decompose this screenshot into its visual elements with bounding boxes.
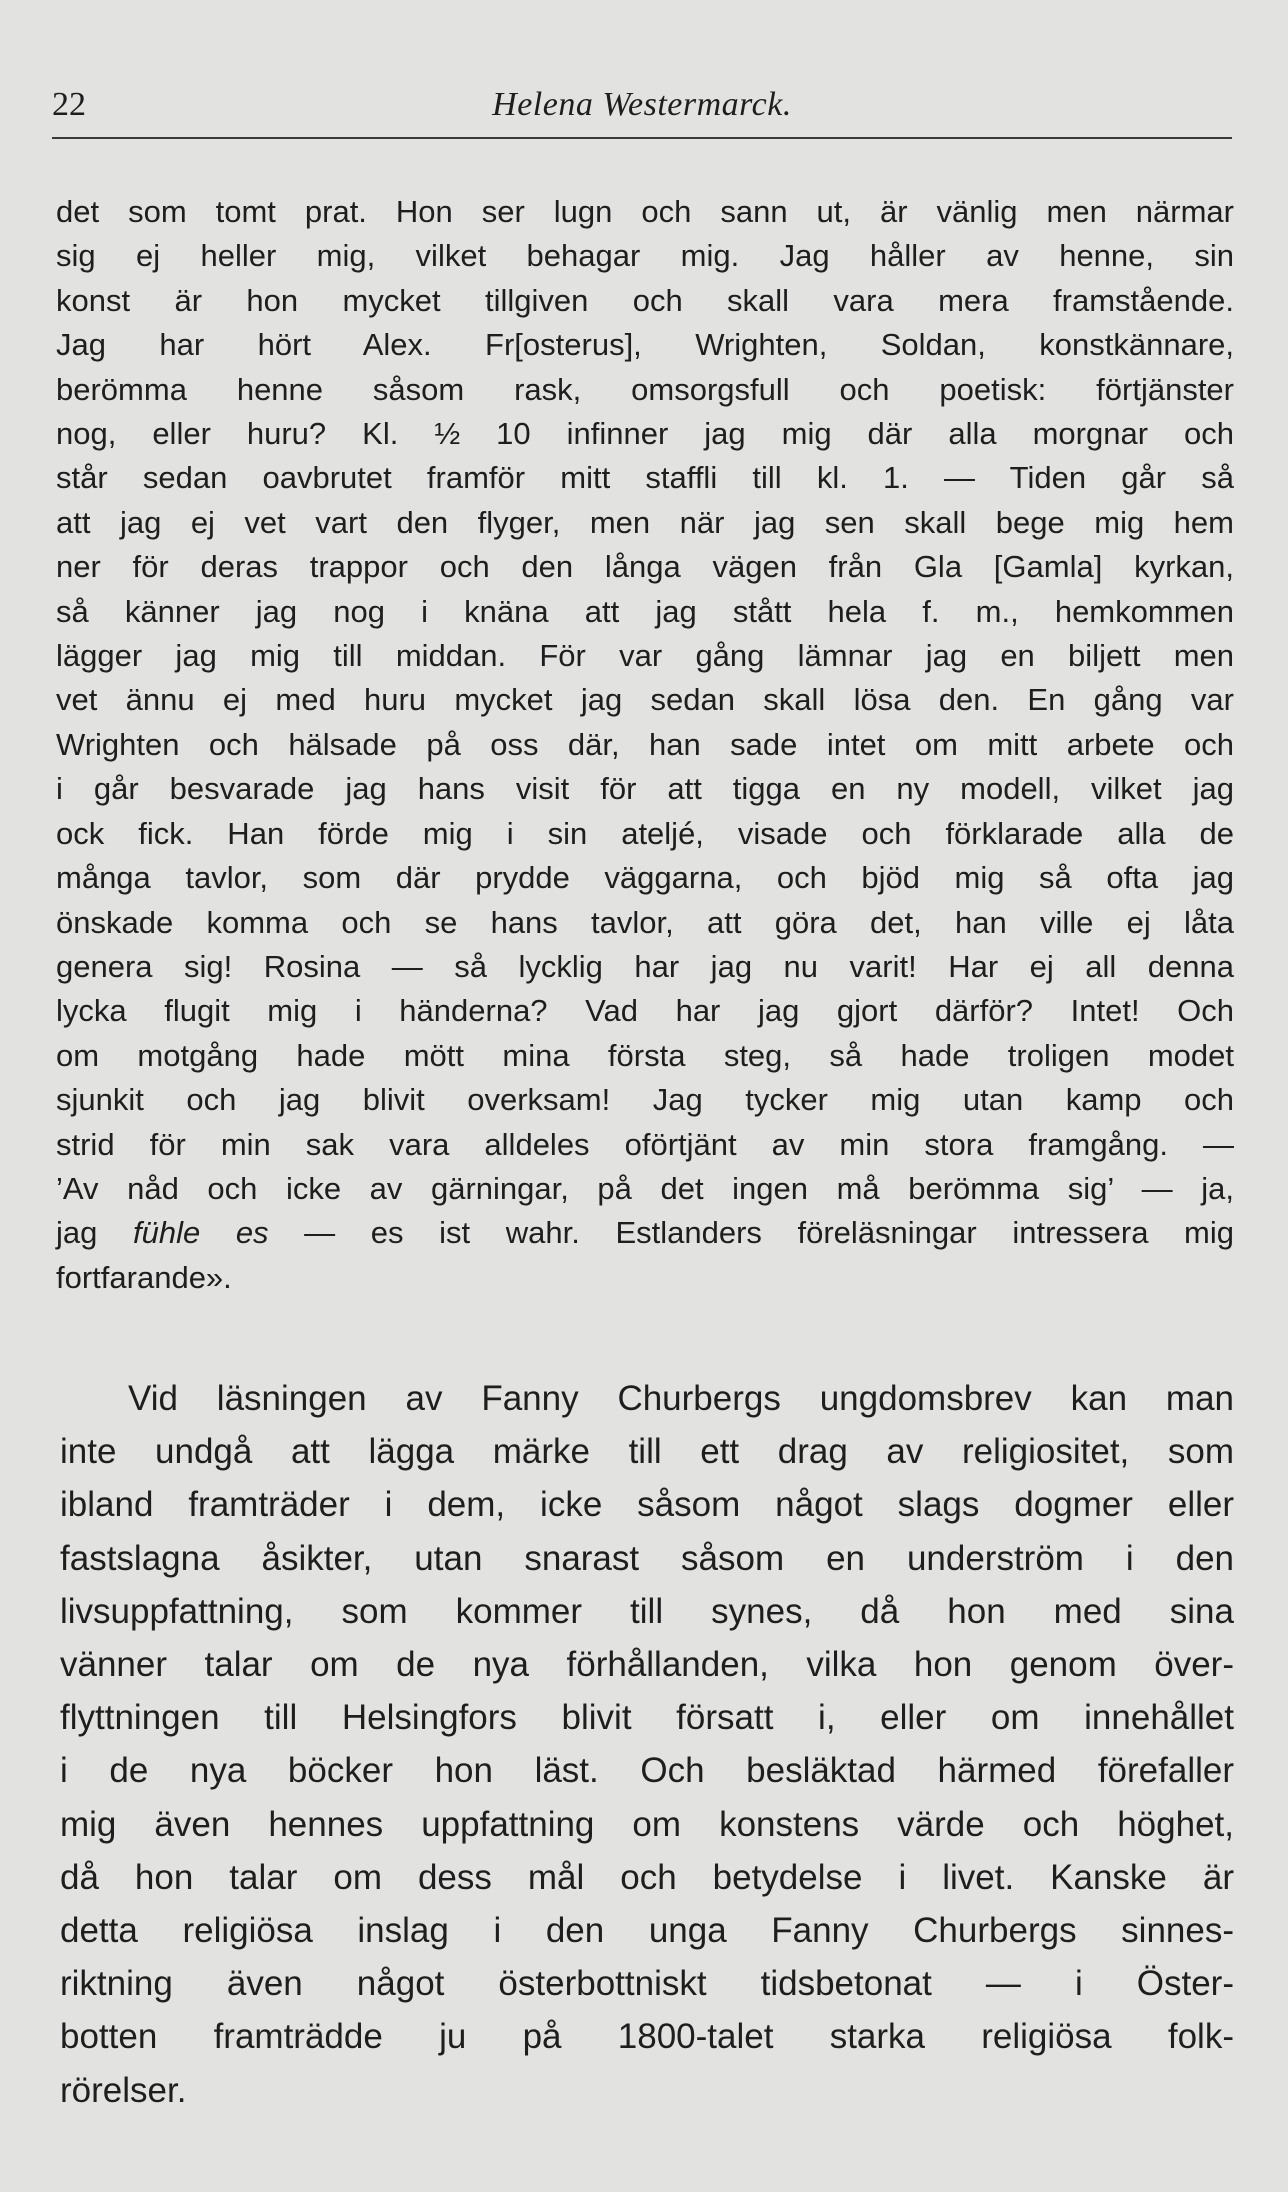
text-line: i de nya böcker hon läst. Och besläktad härmed förefaller: [60, 1751, 1234, 1791]
text-line: ner för deras trappor och den långa vägen från Gla [Gamla] kyrkan,: [56, 549, 1234, 585]
text-line: sig ej heller mig, vilket behagar mig. Jag håller av henne, sin: [56, 238, 1234, 274]
german-phrase: fühle es: [132, 1215, 269, 1251]
text-line: så känner jag nog i knäna att jag stått hela f. m., hemkommen: [56, 593, 1234, 629]
text-line: lycka flugit mig i händerna? Vad har jag gjort därför? Intet! Och: [56, 993, 1234, 1029]
text-line: att jag ej vet vart den flyger, men när jag sen skall bege mig hem: [56, 504, 1234, 540]
text-run: jag: [56, 1215, 133, 1251]
text-line: livsuppfattning, som kommer till synes, då hon med sina: [60, 1591, 1234, 1631]
text-line: mig även hennes uppfattning om konstens värde och höghet,: [60, 1804, 1234, 1844]
text-line: önskade komma och se hans tavlor, att göra det, han ville ej låta: [56, 904, 1234, 940]
text-line: Jag har hört Alex. Fr[osterus], Wrighten, Soldan, konstkännare,: [56, 327, 1234, 363]
text-line: står sedan oavbrutet framför mitt staffli till kl. 1. — Tiden går så: [56, 460, 1234, 496]
page-header: [52, 82, 1232, 128]
text-line: Vid läsningen av Fanny Churbergs ungdomsbrev kan man: [128, 1379, 1234, 1418]
text-line: inte undgå att lägga märke till ett drag av religiositet, som: [60, 1432, 1234, 1472]
text-line: sjunkit och jag blivit overksam! Jag tycker mig utan kamp och: [56, 1082, 1234, 1118]
body-paragraph: [60, 1372, 1234, 2117]
letter-quote: [56, 190, 1234, 1300]
text-line: det som tomt prat. Hon ser lugn och sann ut, är vänlig men närmar: [56, 194, 1234, 229]
text-run: — es ist wahr. Estlanders föreläsningar intressera mig: [268, 1215, 1235, 1251]
text-line: Wrighten och hälsade på oss där, han sade intet om mitt arbete och: [56, 726, 1234, 762]
text-line: rörelser.: [60, 2070, 187, 2110]
running-title: Helena Westermarck.: [492, 86, 792, 123]
text-line: flyttningen till Helsingfors blivit försatt i, eller om innehållet: [60, 1698, 1234, 1738]
text-line: ock fick. Han förde mig i sin ateljé, visade och förklarade alla de: [56, 815, 1234, 851]
text-line: konst är hon mycket tillgiven och skall vara mera framstående.: [56, 282, 1234, 318]
text-line: berömma henne såsom rask, omsorgsfull och poetisk: förtjänster: [56, 371, 1234, 407]
text-line: vänner talar om de nya förhållanden, vilka hon genom över-: [60, 1645, 1234, 1685]
text-line: detta religiösa inslag i den unga Fanny Churbergs sinnes-: [60, 1911, 1234, 1951]
text-line: då hon talar om dess mål och betydelse i livet. Kanske är: [60, 1857, 1234, 1897]
text-line: botten framträdde ju på 1800-talet starka religiösa folk-: [60, 2017, 1234, 2057]
text-line: fastslagna åsikter, utan snarast såsom en underström i den: [60, 1538, 1234, 1578]
text-line: riktning även något österbottniskt tidsbetonat — i Öster-: [60, 1964, 1234, 2004]
text-line: genera sig! Rosina — så lycklig har jag nu varit! Har ej all denna: [56, 948, 1234, 984]
text-line: nog, eller huru? Kl. ½ 10 infinner jag mig där alla morgnar och: [56, 416, 1234, 452]
text-line: i går besvarade jag hans visit för att tigga en ny modell, vilket jag: [56, 771, 1234, 807]
page-number: 22: [52, 86, 86, 123]
text-line: ibland framträder i dem, icke såsom något slags dogmer eller: [60, 1485, 1234, 1525]
text-line: om motgång hade mött mina första steg, så hade troligen modet: [56, 1037, 1234, 1073]
text-line: strid för min sak vara alldeles oförtjänt av min stora framgång. —: [56, 1126, 1234, 1162]
text-line: vet ännu ej med huru mycket jag sedan skall lösa den. En gång var: [56, 682, 1234, 718]
text-line: ’Av nåd och icke av gärningar, på det ingen må berömma sig’ — ja,: [56, 1170, 1234, 1206]
text-line: [56, 1211, 1234, 1255]
header-rule: [52, 137, 1232, 139]
text-line: fortfarande».: [56, 1259, 232, 1295]
text-line: många tavlor, som där prydde väggarna, och bjöd mig så ofta jag: [56, 860, 1234, 896]
text-line: lägger jag mig till middan. För var gång lämnar jag en biljett men: [56, 638, 1234, 674]
